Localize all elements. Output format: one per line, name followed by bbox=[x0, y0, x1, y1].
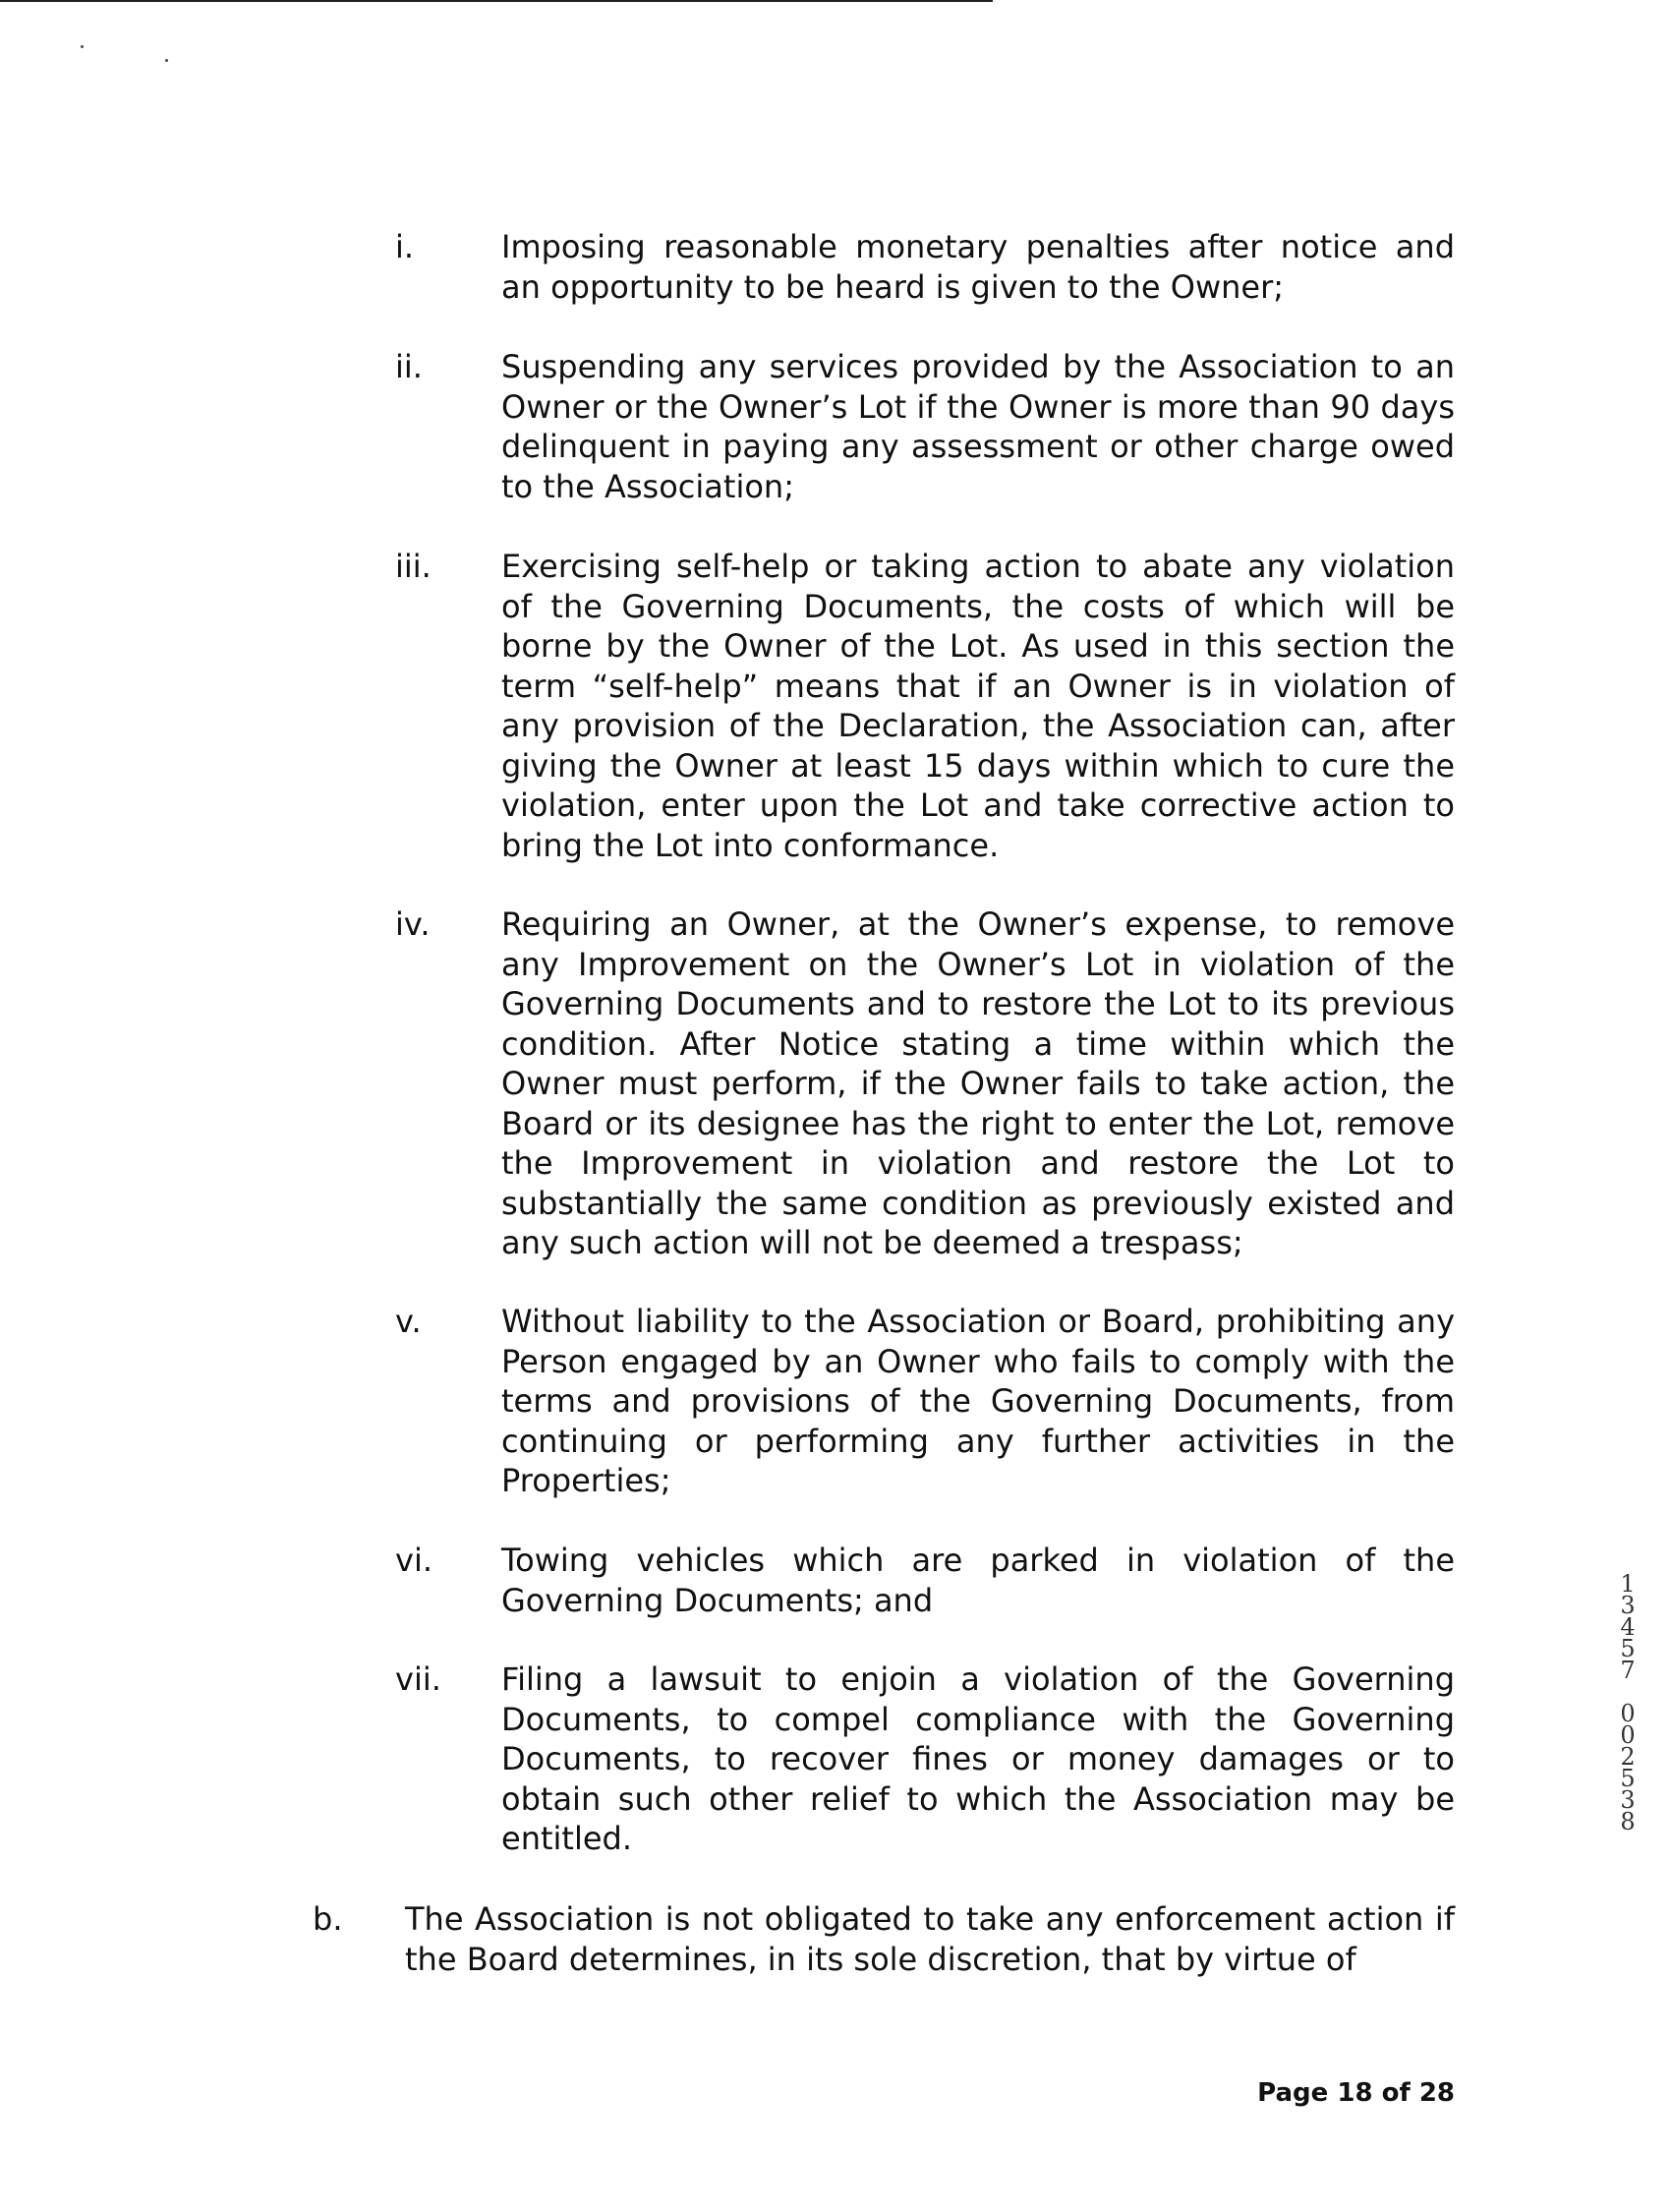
list-item-ii bbox=[395, 347, 1455, 506]
list-text: Towing vehicles which are parked in violation of the Governing Documents; and bbox=[501, 1542, 1455, 1619]
list-text: Suspending any services provided by the Association to an Owner or the Owner’s Lot if the Owner is more than 90 days delinquent in paying any assessment or other charge owed to the Association; bbox=[501, 348, 1455, 505]
list-item-i bbox=[395, 227, 1455, 307]
paragraph-text: The Association is not obligated to take any enforcement action if the Board determines, in its sole discretion, that by virtue of bbox=[405, 1900, 1455, 1978]
scan-speck bbox=[81, 45, 84, 48]
list-numeral: ii. bbox=[395, 348, 423, 385]
stamp-digit: 1 bbox=[1620, 1570, 1636, 1598]
list-item-vii bbox=[395, 1659, 1455, 1859]
stamp-digit: 4 bbox=[1620, 1613, 1636, 1641]
stamp-digit: 5 bbox=[1620, 1635, 1636, 1662]
list-numeral: i. bbox=[395, 228, 415, 265]
list-text: Imposing reasonable monetary penalties after notice and an opportunity to be heard is given to the Owner; bbox=[501, 228, 1455, 306]
list-numeral: iii. bbox=[395, 548, 432, 585]
stamp-digit: 3 bbox=[1620, 1786, 1636, 1814]
top-rule bbox=[0, 0, 993, 2]
list-text: Without liability to the Association or Board, prohibiting any Person engaged by an Owner who fails to comply with the terms and provisions of the Governing Documents, from continuing or performing any further activities in the Properties; bbox=[501, 1303, 1455, 1499]
page-number: Page 18 of 28 bbox=[1257, 2078, 1455, 2108]
list-item-iii bbox=[395, 547, 1455, 865]
list-numeral: v. bbox=[395, 1303, 422, 1340]
stamp-digit: 3 bbox=[1620, 1592, 1636, 1619]
list-item-iv bbox=[395, 904, 1455, 1263]
paragraph-b bbox=[313, 1899, 1455, 1979]
margin-stamp bbox=[1608, 1570, 1647, 1835]
stamp-digit: 0 bbox=[1620, 1700, 1636, 1727]
list-numeral: vi. bbox=[395, 1542, 432, 1579]
stamp-digit: 0 bbox=[1620, 1721, 1636, 1749]
stamp-digit: 5 bbox=[1620, 1765, 1636, 1792]
list-numeral: vii. bbox=[395, 1660, 441, 1698]
list-item-vi bbox=[395, 1541, 1455, 1620]
list-text: Exercising self-help or taking action to abate any violation of the Governing Documents, the costs of which will be borne by the Owner of the Lot. As used in this section the term “self-help” means that if an Owner is in violation of any provision of the Declaration, the Association can, after giving the Owner at least 15 days within which to cure the violation, enter upon the Lot and take corrective action to bring the Lot into conformance. bbox=[501, 548, 1455, 864]
stamp-digit: 8 bbox=[1620, 1808, 1636, 1835]
paragraph-letter: b. bbox=[313, 1900, 343, 1938]
stamp-digit: 7 bbox=[1620, 1657, 1636, 1684]
list-numeral: iv. bbox=[395, 905, 431, 943]
list-item-v bbox=[395, 1302, 1455, 1501]
stamp-digit: 2 bbox=[1620, 1743, 1636, 1771]
scan-speck bbox=[165, 59, 168, 62]
list-text: Requiring an Owner, at the Owner’s expense, to remove any Improvement on the Owner’s Lot in violation of the Governing Documents and to restore the Lot to its previous condition. After Notice stating a time within which the Owner must perform, if the Owner fails to take action, the Board or its designee has the right to enter the Lot, remove the Improvement in violation and restore the Lot to substantially the same condition as previously existed and any such action will not be deemed a trespass; bbox=[501, 905, 1455, 1261]
list-text: Filing a lawsuit to enjoin a violation of the Governing Documents, to compel compliance with the Governing Documents, to recover fines or money damages or to obtain such other relief to which the Association may be entitled. bbox=[501, 1660, 1455, 1857]
